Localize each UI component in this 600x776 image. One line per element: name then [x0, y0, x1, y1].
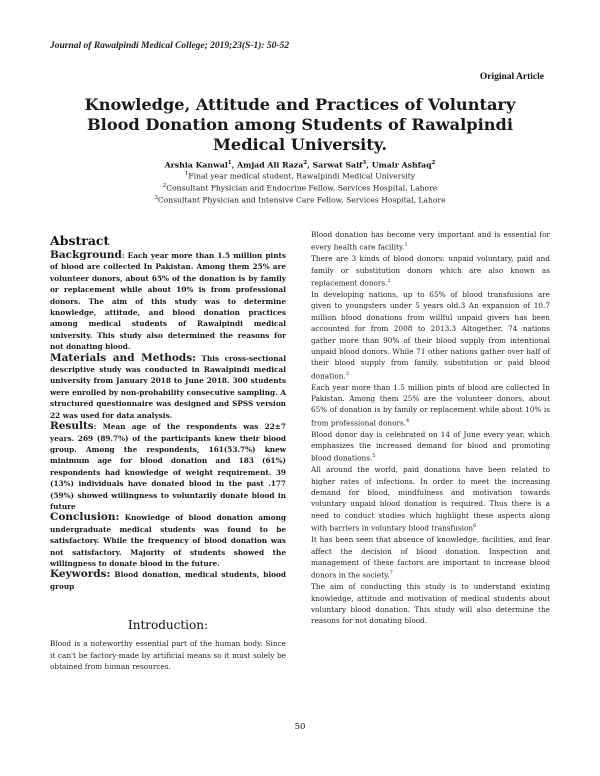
abstract-background: Background: Each year more than 1.5 million pints of blood are collected In Pakistan. Among them 25% are volunteer donors, about 65% of the donation is by family or replacement while about 10% is from professional donors. The aim of this study was to determine knowledge, attitude, and blood donation practices among medical students of Rawalpindi medical university. This study also determined the reasons for not donating blood.: [50, 249, 286, 352]
affiliation-2: $^2$Consultant Physician and Endocrine Fellow, Services Hospital, Lahore: [162, 183, 438, 193]
body-paragraph: All around the world, paid donations have been related to higher rates of infections. In order to meet the increasing demand for blood, mindfulness and motivation towards voluntary unpaid blood donation is required. Thus there is a need to conduct studies which highlight these aspects along with barriers in voluntary blood transfusion$^6$: [311, 465, 550, 533]
left-column: [50, 233, 286, 672]
affiliation-3: $^3$Consultant Physician and Intensive Care Fellow, Services Hospital, Lahore: [154, 195, 446, 205]
author-name: Arshia Kanwal: [164, 160, 228, 170]
journal-citation: Journal of Rawalpindi Medical College; 2019;23(S-1): 50-52: [50, 41, 290, 51]
body-paragraph: It has been seen that absence of knowledge, facilities, and fear affect the decision of blood donation. Inspection and management of these factors are important to increase blood donors in the society.$^7$: [311, 535, 550, 580]
body-paragraph: The aim of conducting this study is to understand existing knowledge, attitude and motivation of medical students about voluntary blood donation. This study will also determine the reasons for not donating blood.: [311, 582, 550, 626]
abstract-methods: Materials and Methods: This cross-sectional descriptive study was conducted in Rawalpindi medical university from January 2018 to June 2018. 300 students were enrolled by non-probability consecutive sampling. A structured questionnaire was designed and SPSS version 22 was used for data analysis.: [50, 351, 286, 420]
author-name: Amjad Ali Raza: [237, 160, 304, 170]
affiliation-1: $^1$Final year medical student, Rawalpindi Medical University: [184, 171, 416, 181]
page-number: 50: [294, 722, 306, 732]
author-name: Sarwat Saif: [312, 160, 363, 170]
right-column: [311, 229, 550, 627]
introduction-heading: Introduction:: [127, 618, 209, 633]
author-affiliation-mark: 2: [431, 160, 436, 166]
author-affiliation-mark: 2: [303, 160, 308, 166]
author-affiliation-mark: 1: [227, 160, 232, 166]
author-affiliation-mark: 3: [362, 160, 367, 166]
abstract-heading: Abstract: [50, 233, 110, 248]
author-list: Arshia Kanwal$^1$, Amjad Ali Raza$^2$, Sarwat Saif$^3$, Umair Ashfaq$^2$: [164, 160, 436, 170]
introduction-paragraph: Blood is a noteworthy essential part of the human body. Since it can't be factory-made by artificial means so it must solely be obtained from human resources.: [50, 639, 286, 671]
body-paragraph: Blood donation has become very important and is essential for every health care facility.$^1$: [311, 230, 550, 252]
abstract-conclusion: Conclusion: Knowledge of blood donation among undergraduate medical students was found to be satisfactory. While the frequency of blood donation was not satisfactory. Majority of students showed the willingness to donate blood in the future.: [50, 511, 286, 568]
body-paragraph: Each year more than 1.5 million pints of blood are collected In Pakistan. Among them 25% are the volunteer donors, about 65% of donation is by family or replacement while about 10% is from professional donors.$^4$: [311, 382, 550, 428]
author-name: Umair Ashfaq: [371, 160, 432, 170]
body-paragraph: In developing nations, up to 65% of blood transfusions are given to youngsters under 5 years old.3 An expansion of 10.7 million blood donations from willful unpaid givers has been accounted for from 2008 to 2013.3 Altogether, 74 nations gather more than 90% of their blood supply from intentional unpaid blood donors. While 71 other nations gather over half of their blood supply from family, substitution or paid blood donation.$^3$: [311, 289, 550, 381]
article-type-label: Original Article: [479, 72, 544, 82]
article-title: Knowledge, Attitude and Practices of Voluntary Blood Donation among Students of Rawalpindi Medical University.: [84, 95, 516, 154]
body-paragraph: There are 3 kinds of blood donors: unpaid voluntary, paid and family or substitution donors which are also known as replacement donors.$^2$: [311, 254, 550, 288]
abstract-keywords: Keywords: Blood donation, medical students, blood group: [50, 568, 286, 591]
abstract-results: Results: Mean age of the respondents was 22±7 years. 269 (89.7%) of the participants knew their blood group. Among the respondents, 161(53.7%) knew minimum age for blood donation and 183 (61%) respondents had knowledge of weight requirement. 39 (13%) individuals have donated blood in the past .177 (59%) showed willingness to voluntarily donate blood in future: [50, 420, 286, 511]
body-paragraph: Blood donor day is celebrated on 14 of June every year, which emphasizes the increased demand for blood and promoting blood donations.$^5$: [311, 429, 550, 463]
